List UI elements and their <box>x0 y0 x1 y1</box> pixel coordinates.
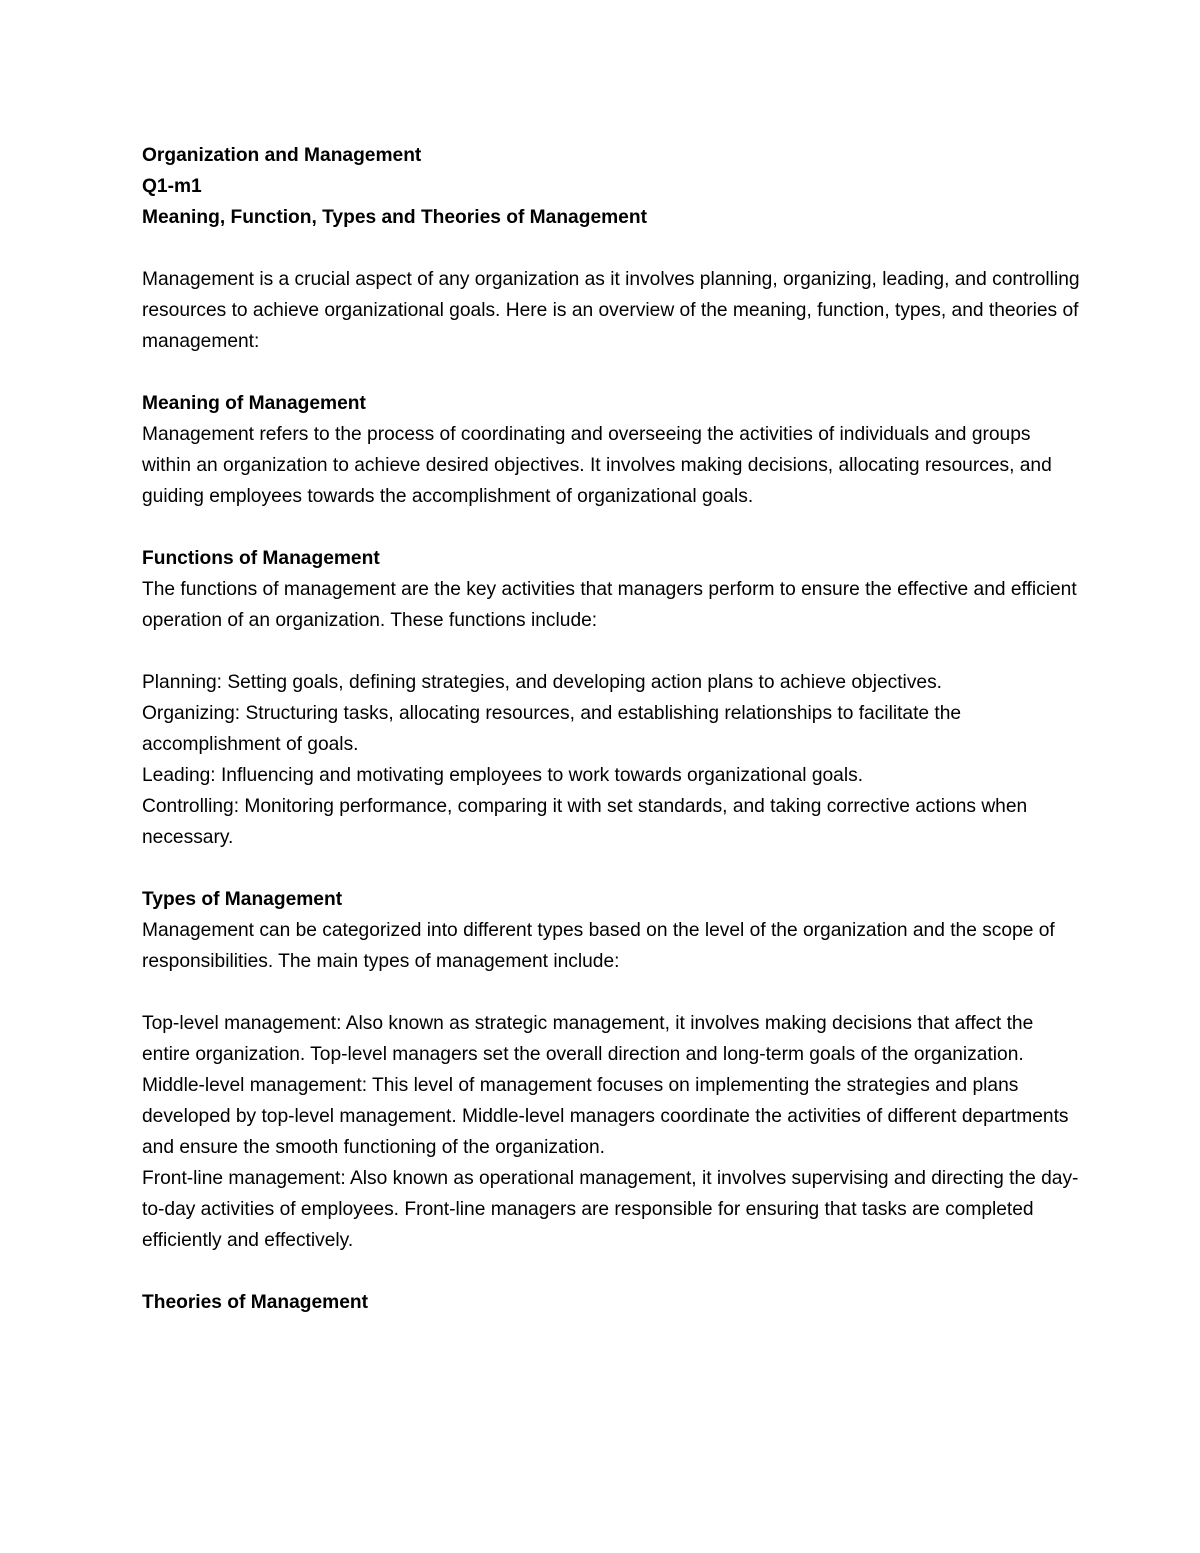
meaning-heading: Meaning of Management <box>142 393 366 414</box>
theories-heading: Theories of Management <box>142 1292 369 1313</box>
type-item-front-line: Front-line management: Also known as operational management, it involves supervising and directing the day-to-day activities of employees. Front-line managers are responsible for ensuring that tasks are completed efficiently and effectively. <box>142 1168 1079 1251</box>
function-item-leading: Leading: Influencing and motivating employees to work towards organizational goals. <box>142 765 864 786</box>
spacer <box>142 636 1082 667</box>
functions-heading: Functions of Management <box>142 548 380 569</box>
type-item-middle-level: Middle-level management: This level of management focuses on implementing the strategies and plans developed by top-level management. Middle-level managers coordinate the activities of different departments and ensure the smooth functioning of the organization. <box>142 1075 1069 1158</box>
intro-paragraph: Management is a crucial aspect of any organization as it involves planning, organizing, leading, and controlling resources to achieve organizational goals. Here is an overview of the meaning, function, types, and theories of management: <box>142 269 1080 352</box>
types-paragraph: Management can be categorized into different types based on the level of the organization and the scope of responsibilities. The main types of management include: <box>142 920 1055 972</box>
type-item-top-level: Top-level management: Also known as strategic management, it involves making decisions that affect the entire organization. Top-level managers set the overall direction and long-term goals of the organization. <box>142 1013 1034 1065</box>
document-code: Q1-m1 <box>142 176 202 197</box>
spacer <box>142 1256 1082 1287</box>
spacer <box>142 853 1082 884</box>
spacer <box>142 512 1082 543</box>
title-block <box>142 140 1082 233</box>
document-page <box>142 140 1082 1318</box>
function-item-planning: Planning: Setting goals, defining strategies, and developing action plans to achieve objectives. <box>142 672 943 693</box>
document-title: Organization and Management <box>142 145 422 166</box>
spacer <box>142 357 1082 388</box>
types-heading: Types of Management <box>142 889 343 910</box>
spacer <box>142 977 1082 1008</box>
function-item-controlling: Controlling: Monitoring performance, comparing it with set standards, and taking corrective actions when necessary. <box>142 796 1028 848</box>
meaning-paragraph: Management refers to the process of coordinating and overseeing the activities of individuals and groups within an organization to achieve desired objectives. It involves making decisions, allocating resources, and guiding employees towards the accomplishment of organizational goals. <box>142 424 1052 507</box>
spacer <box>142 233 1082 264</box>
function-item-organizing: Organizing: Structuring tasks, allocating resources, and establishing relationships to facilitate the accomplishment of goals. <box>142 703 962 755</box>
document-subtitle: Meaning, Function, Types and Theories of Management <box>142 207 647 228</box>
functions-paragraph: The functions of management are the key activities that managers perform to ensure the effective and efficient operation of an organization. These functions include: <box>142 579 1077 631</box>
